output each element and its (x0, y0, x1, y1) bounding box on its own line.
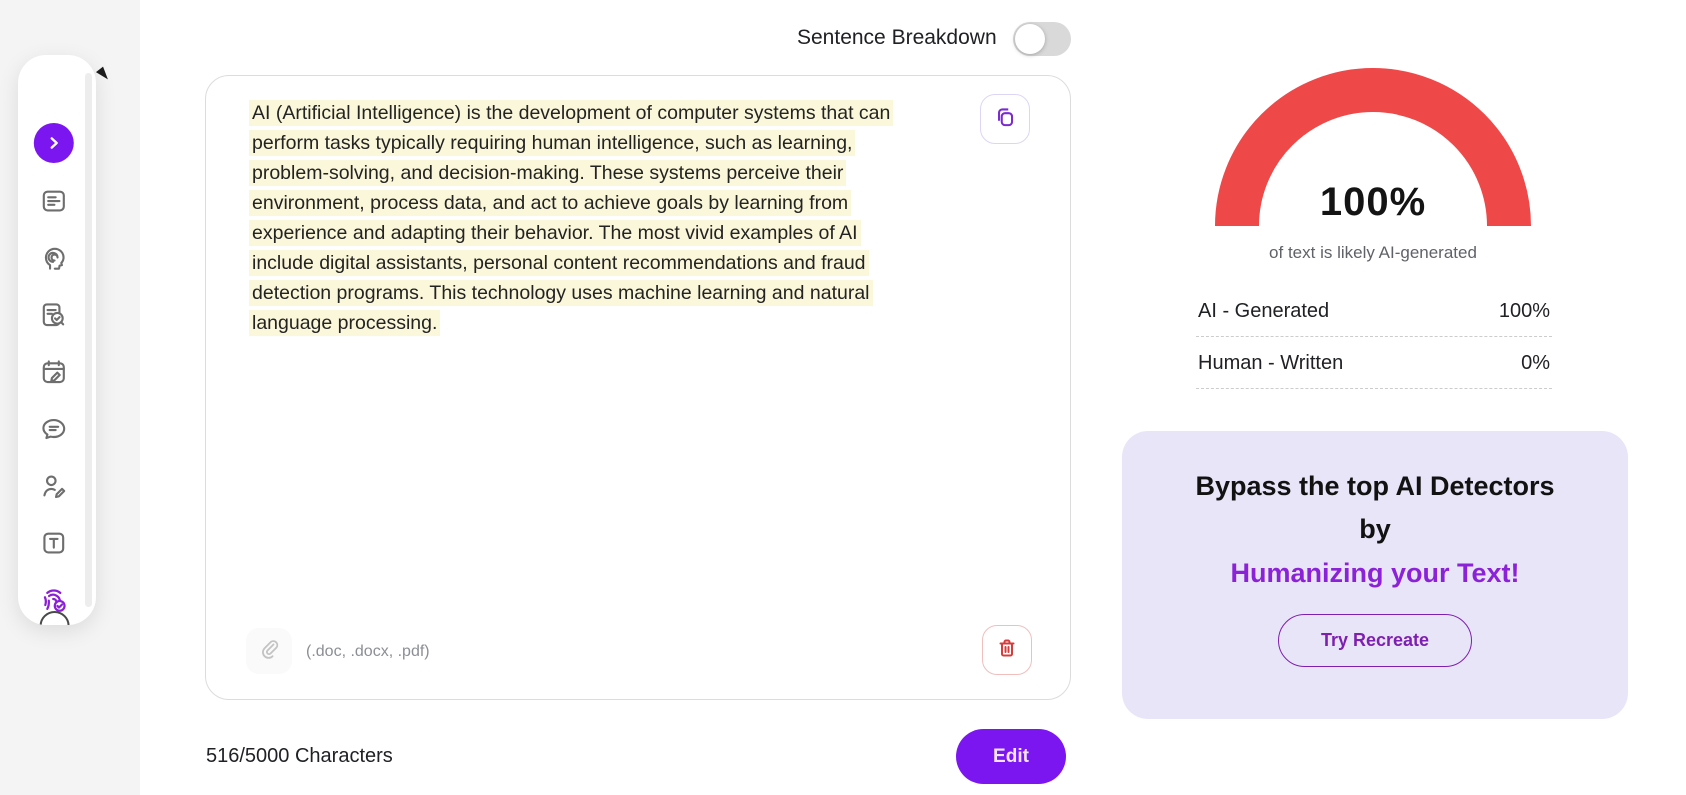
score-row-human-written (1196, 337, 1552, 389)
text-line: detection programs. This technology uses machine learning and natural (249, 280, 873, 306)
text-line: AI (Artificial Intelligence) is the development of computer systems that can (249, 100, 893, 126)
sentence-breakdown-toggle[interactable] (1013, 22, 1071, 56)
trash-icon (995, 636, 1019, 665)
sidebar-item-expand[interactable] (34, 123, 74, 163)
toggle-knob (1015, 24, 1045, 54)
text-input-panel[interactable] (205, 75, 1071, 700)
character-counter: 516/5000 Characters (206, 745, 393, 767)
tool-sidebar (18, 55, 96, 625)
attachment-formats-hint: (.doc, .docx, .pdf) (306, 643, 430, 660)
user-pen-icon (39, 471, 69, 506)
promo-title-line3: Humanizing your Text! (1230, 558, 1520, 588)
text-line: language processing. (249, 310, 440, 336)
score-row-ai-generated (1196, 285, 1552, 337)
delete-text-button[interactable] (982, 625, 1032, 675)
score-value: 100% (1498, 300, 1550, 322)
copy-icon (992, 104, 1018, 135)
sentence-breakdown-label: Sentence Breakdown (797, 26, 997, 49)
sidebar-item-writer[interactable] (34, 468, 74, 508)
document-lines-icon (39, 186, 69, 221)
edit-button[interactable]: Edit (956, 729, 1066, 784)
attach-file-button[interactable] (246, 628, 292, 674)
gauge-percent-value: 100% (1319, 180, 1427, 224)
paperclip-icon (257, 637, 281, 666)
gauge-caption: of text is likely AI-generated (1269, 243, 1477, 262)
analyzed-text[interactable] (249, 98, 989, 338)
sidebar-item-text[interactable] (34, 525, 74, 565)
sidebar-item-chat[interactable] (34, 411, 74, 451)
text-line: perform tasks typically requiring human intelligence, such as learning, (249, 130, 855, 156)
score-label: Human - Written (1198, 352, 1344, 374)
chat-bubble-lines-icon (39, 414, 69, 449)
text-line: environment, process data, and act to achieve goals by learning from (249, 190, 851, 216)
promo-title-line2: by (1359, 514, 1391, 544)
text-t-icon (39, 528, 69, 563)
sidebar-scrollbar[interactable] (85, 73, 92, 607)
calendar-edit-icon (39, 357, 69, 392)
sidebar-item-ai-mind[interactable] (34, 240, 74, 280)
text-line: include digital assistants, personal content recommendations and fraud (249, 250, 869, 276)
score-value: 0% (1521, 352, 1550, 374)
humanize-promo-card (1122, 431, 1628, 719)
sidebar-item-plagiarism-check[interactable] (34, 297, 74, 337)
score-label: AI - Generated (1198, 300, 1330, 322)
document-search-check-icon (39, 300, 69, 335)
try-recreate-button[interactable]: Try Recreate (1278, 614, 1472, 667)
sidebar-item-document[interactable] (34, 183, 74, 223)
chevron-right-icon (34, 123, 74, 163)
head-brain-icon (39, 243, 69, 278)
text-line: experience and adapting their behavior. The most vivid examples of AI (249, 220, 861, 246)
sidebar-item-planner[interactable] (34, 354, 74, 394)
score-breakdown (1196, 285, 1552, 389)
copy-button[interactable] (980, 94, 1030, 144)
promo-title-line1: Bypass the top AI Detectors (1195, 471, 1555, 501)
text-line: problem-solving, and decision-making. These systems perceive their (249, 160, 846, 186)
